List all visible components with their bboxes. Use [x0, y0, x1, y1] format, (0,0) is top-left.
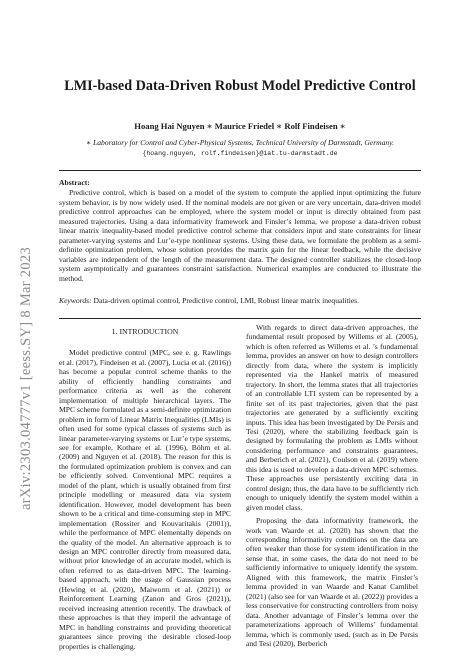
abstract-bottom-rule [59, 318, 421, 319]
intro-paragraph-1: Model predictive control (MPC, see e. g. Rawlings et al. (2017), Findeisen et al. (2007), Lucia et al. (2016)) has become a popular control scheme thanks to the ability of efficiently handling constraints and performance criteria as well as the coherent implementation of multiple hierarchical layers. The MPC scheme formulated as a semi-definite optimization problem in form of Linear Matrix Inequalities (LMIs) is often used for some typical classes of systems such as linear parameter-varying systems or Lur’e type systems, see for example, Kothare et al. (1996), Böhm et al. (2009) and Nguyen et al. (2018). The reason for this is the formulated optimization problem is convex and can be efficiently solved. Conventional MPC requires a model of the plant, which is usually obtained from first principle modelling or measured data via system identification. However, model development has been shown to be a critical and time-consuming step in MPC implementation (Rossiter and Kouvaritakis (2001)), while the performance of MPC elementally depends on the quality of the model. An alternative approach is to design an MPC controller directly from measured data, without prior knowledge of an accurate model, which is often referred to as data-driven MPC. The learning-based approach, with the usage of Gaussian process (Hewing et al. (2020), Maiworm et al. (2021)) or Reinforcement Learning (Zanon and Gros (2021)), received increasing attention recently. The drawback of these approaches is that they imperil the advantage of MPC in handling constraints and providing theoretical guarantees since proving the desirable closed-loop properties is challenging. [59, 348, 231, 651]
abstract-text: Predictive control, which is based on a model of the system to compute the applied input optimizing the future system behavior, is by now widely used. If the nominal models are not given or are very uncertain, data-driven model predictive control approaches can be employed, where the system model or input is directly obtained from past measured trajectories. Using a data informativity framework and Finsler’s lemma, we propose a data-driven robust linear matrix inequality-based model predictive control scheme that considers input and state constraints for linear parameter-varying systems and Lur’e-type nonlinear systems. Using these data, we formulate the problem as a semi-definite optimization problem, whose solution provides the matrix gain for the linear feedback, while the decisive variables are independent of the length of the measurement data. The designed controller stabilizes the closed-loop system asymptotically and guarantees constraint satisfaction. Numerical examples are conducted to illustrate the method. [59, 188, 421, 283]
right-column [246, 323, 418, 648]
author-email: {hoang.nguyen, rolf.findeisen}@iat.tu-darmstadt.de [142, 150, 338, 157]
abstract-label: Abstract: [59, 178, 90, 187]
arxiv-identifier: arXiv:2303.04777v1 [eess.SY] 8 Mar 2023 [18, 247, 34, 510]
arxiv-sidebar [8, 40, 34, 510]
author-list: Hoang Hai Nguyen ∗ Maurice Friedel ∗ Rolf Findeisen ∗ [134, 121, 346, 131]
keywords-block [59, 296, 421, 305]
abstract-top-rule [59, 170, 421, 171]
intro-paragraph-3: Proposing the data informativity framework, the work van Waarde et al. (2020) has shown that the corresponding informativity conditions on the data are often weaker than those for system identification in the sense that, in some cases, the data do not need to be sufficiently informative to uniquely identify the system. Aligned with this framework, the matrix Finsler’s lemma provided in van Waarde and Kanat Camlibel (2021) (also see for van Waarde et al. (2022)) provides a less conservative for constructing controllers from noisy data. Another advantage of Finsler’s lemma over the parameterizations approach of Willems’ fundamental lemma, which is commonly used, (such as in De Persis and Tesi (2020), Berberich [246, 516, 418, 648]
keywords-text: Data-driven optimal control, Predictive control, LMI, Robust linear matrix inequalities. [93, 296, 360, 305]
abstract-block [59, 178, 421, 283]
section-heading: 1. INTRODUCTION [111, 327, 179, 336]
intro-paragraph-2: With regards to direct data-driven approaches, the fundamental result proposed by Willems et al. (2005), which is often referred as Willems et al. ’s fundamental lemma, provides an answer on how to design controllers directly from data, where the system is implicitly represented via the Hankel matrix of measured trajectory. In short, the lemma states that all trajectories of an controllable LTI system can be represented by a finite set of its past trajectories, given that the past trajectories are generated by a sufficiently exciting inputs. This idea has been investigated by De Persis and Tesi (2020), where the stabilizing feedback gain is designed by formulating the problem as LMIs without considering performance and constraints guarantees, and Berberich et al. (2021), Coulson et al. (2019) where this idea is used to develop a data-driven MPC schemes. These approaches use persistently exciting data in control design; thus, the data have to be sufficiently rich enough to uniquely identify the system model within a given model class. [246, 323, 418, 512]
affiliation: ∗ Laboratory for Control and Cyber-Physical Systems, Technical University of Darmstadt, Germany. [85, 138, 395, 147]
left-column [59, 323, 231, 651]
paper-title: LMI-based Data-Driven Robust Model Predictive Control [64, 78, 416, 94]
keywords-label: Keywords: [59, 296, 92, 305]
